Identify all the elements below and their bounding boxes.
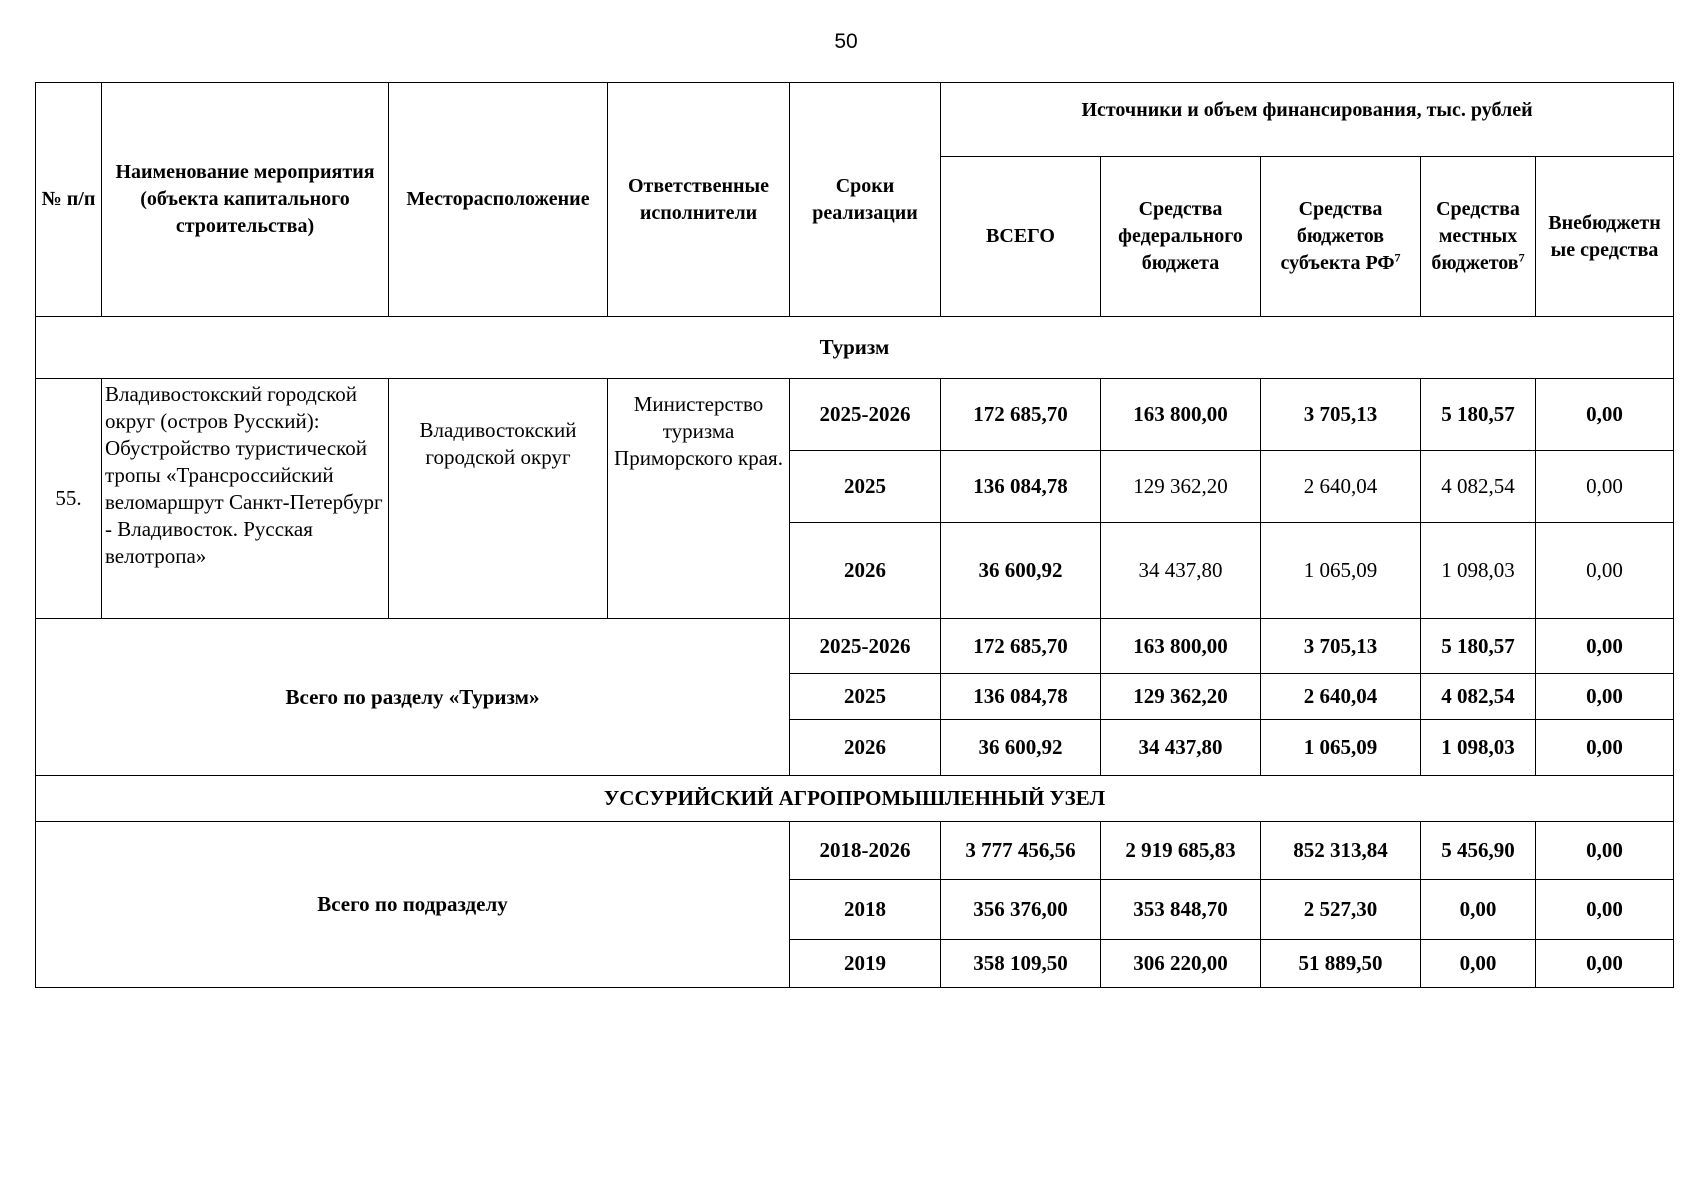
row-local: 1 098,03 xyxy=(1421,720,1536,776)
header-extra: Внебюджетн ые средства xyxy=(1536,157,1674,317)
row-regional: 3 705,13 xyxy=(1261,619,1421,674)
row-period: 2025 xyxy=(790,451,941,523)
row-federal: 129 362,20 xyxy=(1101,451,1261,523)
row-local: 5 456,90 xyxy=(1421,822,1536,880)
header-period: Сроки реализации xyxy=(790,83,941,317)
row-extra: 0,00 xyxy=(1536,940,1674,988)
row-extra: 0,00 xyxy=(1536,822,1674,880)
row-regional: 2 640,04 xyxy=(1261,451,1421,523)
header-local xyxy=(1421,157,1536,317)
row-total: 3 777 456,56 xyxy=(941,822,1101,880)
item-location: Владивостокский городской округ xyxy=(389,379,608,619)
row-federal: 129 362,20 xyxy=(1101,674,1261,720)
row-regional: 3 705,13 xyxy=(1261,379,1421,451)
table-row xyxy=(36,379,1674,451)
row-extra: 0,00 xyxy=(1536,379,1674,451)
row-local: 1 098,03 xyxy=(1421,523,1536,619)
tourism-total-label: Всего по разделу «Туризм» xyxy=(36,619,790,776)
row-period: 2018-2026 xyxy=(790,822,941,880)
row-regional: 2 640,04 xyxy=(1261,674,1421,720)
header-regional-footnote: 7 xyxy=(1394,250,1401,265)
header-executors: Ответственные исполнители xyxy=(608,83,790,317)
item-executors: Министерство туризма Приморского края. xyxy=(608,379,790,619)
row-extra: 0,00 xyxy=(1536,880,1674,940)
row-period: 2025-2026 xyxy=(790,379,941,451)
row-period: 2026 xyxy=(790,523,941,619)
header-local-footnote: 7 xyxy=(1518,250,1525,265)
row-local: 0,00 xyxy=(1421,940,1536,988)
row-total: 172 685,70 xyxy=(941,379,1101,451)
header-financing-group: Источники и объем финансирования, тыс. рублей xyxy=(941,83,1674,157)
row-extra: 0,00 xyxy=(1536,619,1674,674)
section-ussuri: УССУРИЙСКИЙ АГРОПРОМЫШЛЕННЫЙ УЗЕЛ xyxy=(36,776,1674,822)
row-regional: 51 889,50 xyxy=(1261,940,1421,988)
row-local: 4 082,54 xyxy=(1421,451,1536,523)
row-total: 356 376,00 xyxy=(941,880,1101,940)
row-regional: 1 065,09 xyxy=(1261,720,1421,776)
header-regional xyxy=(1261,157,1421,317)
row-period: 2019 xyxy=(790,940,941,988)
row-federal: 2 919 685,83 xyxy=(1101,822,1261,880)
row-local: 5 180,57 xyxy=(1421,379,1536,451)
header-local-text: Средства местных бюджетов xyxy=(1431,198,1520,274)
row-federal: 163 800,00 xyxy=(1101,379,1261,451)
financing-table xyxy=(35,82,1674,988)
header-regional-text: Средства бюджетов субъекта РФ xyxy=(1280,198,1395,274)
row-total: 36 600,92 xyxy=(941,720,1101,776)
row-regional: 1 065,09 xyxy=(1261,523,1421,619)
row-federal: 353 848,70 xyxy=(1101,880,1261,940)
ussuri-total-label: Всего по подразделу xyxy=(36,822,790,988)
row-total: 358 109,50 xyxy=(941,940,1101,988)
row-regional: 2 527,30 xyxy=(1261,880,1421,940)
row-federal: 163 800,00 xyxy=(1101,619,1261,674)
row-total: 136 084,78 xyxy=(941,451,1101,523)
item-number: 55. xyxy=(36,379,102,619)
header-total: ВСЕГО xyxy=(941,157,1101,317)
table-row xyxy=(36,822,1674,880)
row-local: 0,00 xyxy=(1421,880,1536,940)
row-local: 5 180,57 xyxy=(1421,619,1536,674)
row-period: 2025-2026 xyxy=(790,619,941,674)
row-total: 36 600,92 xyxy=(941,523,1101,619)
row-local: 4 082,54 xyxy=(1421,674,1536,720)
row-total: 172 685,70 xyxy=(941,619,1101,674)
page-number: 50 xyxy=(834,30,858,53)
table-row xyxy=(36,619,1674,674)
row-extra: 0,00 xyxy=(1536,523,1674,619)
row-regional: 852 313,84 xyxy=(1261,822,1421,880)
row-extra: 0,00 xyxy=(1536,720,1674,776)
header-name: Наименование мероприятия (объекта капитального строительства) xyxy=(102,83,389,317)
row-federal: 34 437,80 xyxy=(1101,720,1261,776)
header-federal: Средства федерального бюджета xyxy=(1101,157,1261,317)
row-period: 2018 xyxy=(790,880,941,940)
section-tourism: Туризм xyxy=(36,317,1674,379)
header-location: Месторасположение xyxy=(389,83,608,317)
row-period: 2025 xyxy=(790,674,941,720)
header-num: № п/п xyxy=(36,83,102,317)
row-extra: 0,00 xyxy=(1536,451,1674,523)
item-name: Владивостокский городской округ (остров Русский): Обустройство туристической тропы «Трансроссийский веломаршрут Санкт-Петербург - Владивосток. Русская велотропа» xyxy=(102,379,389,619)
row-extra: 0,00 xyxy=(1536,674,1674,720)
row-period: 2026 xyxy=(790,720,941,776)
row-federal: 306 220,00 xyxy=(1101,940,1261,988)
row-total: 136 084,78 xyxy=(941,674,1101,720)
row-federal: 34 437,80 xyxy=(1101,523,1261,619)
